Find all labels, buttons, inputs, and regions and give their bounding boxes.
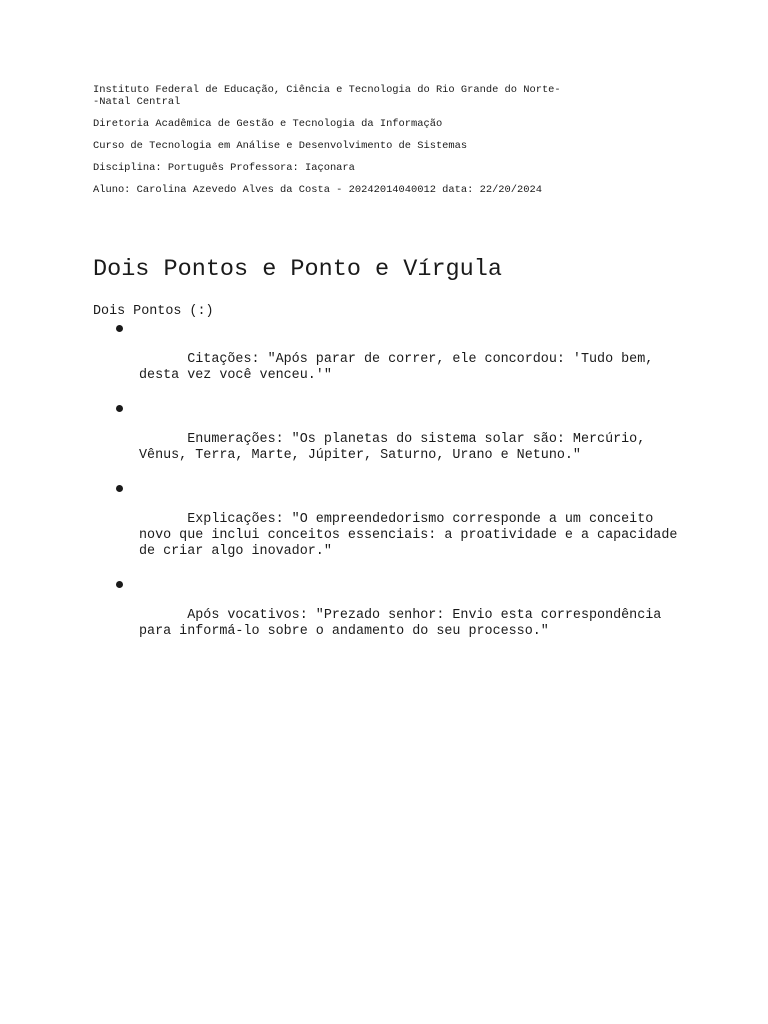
bullet-icon (116, 581, 123, 588)
document-title: Dois Pontos e Ponto e Vírgula (93, 256, 502, 283)
list-item-text: Citações: "Após parar de correr, ele concordou: 'Tudo bem, desta vez você venceu.'" (139, 352, 662, 383)
institution-line-2: -Natal Central (93, 96, 181, 108)
institution-line-1: Instituto Federal de Educação, Ciência e Tecnologia do Rio Grande do Norte- (93, 84, 561, 96)
list-item (93, 400, 683, 480)
directorate-line: Diretoria Acadêmica de Gestão e Tecnologia da Informação (93, 118, 443, 130)
bullet-icon (116, 485, 123, 492)
list-item-text: Explicações: "O empreendedorismo corresponde a um conceito novo que inclui conceitos essenciais: a proatividade e a capacidade de criar algo inovador." (139, 512, 686, 559)
list-item (93, 576, 683, 656)
bullet-icon (116, 405, 123, 412)
document-header (93, 84, 693, 196)
discipline-line: Disciplina: Português Professora: Iaçonara (93, 162, 355, 174)
list-item (93, 480, 686, 576)
document-page (93, 84, 693, 639)
course-line: Curso de Tecnologia em Análise e Desenvolvimento de Sistemas (93, 140, 468, 152)
list-item (93, 320, 683, 400)
bullet-icon (116, 325, 123, 332)
section-heading: Dois Pontos (:) (93, 304, 214, 319)
list-item-text: Após vocativos: "Prezado senhor: Envio esta correspondência para informá-lo sobre o andamento do seu processo." (139, 608, 670, 639)
bullet-list (93, 320, 686, 656)
student-line: Aluno: Carolina Azevedo Alves da Costa - 20242014040012 data: 22/20/2024 (93, 184, 542, 196)
list-item-text: Enumerações: "Os planetas do sistema solar são: Mercúrio, Vênus, Terra, Marte, Júpiter, Saturno, Urano e Netuno." (139, 432, 654, 463)
